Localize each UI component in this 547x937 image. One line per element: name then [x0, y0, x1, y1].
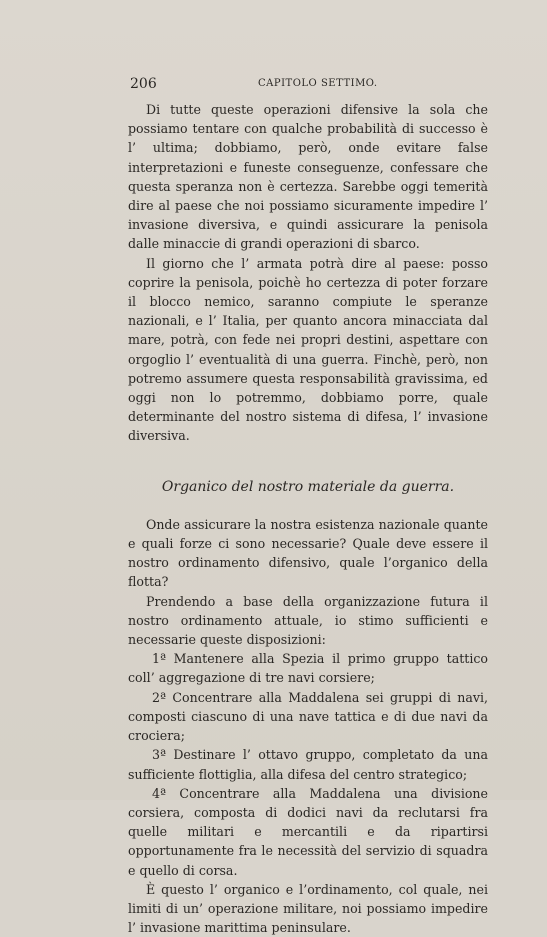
list-item: 3ª Destinare l’ ottavo gruppo, completato da una sufficiente flottiglia, alla difesa del centro strategico;: [128, 747, 488, 782]
paragraph: Prendendo a base della organizzazione futura il nostro ordinamento attuale, io stimo sufficienti e necessarie queste disposizioni:: [128, 593, 488, 648]
paragraph: Onde assicurare la nostra esistenza nazionale quante e quali forze ci sono necessarie? Quale deve essere il nostro ordinamento difensivo, quale l’organico della flotta?: [128, 516, 488, 590]
list-item: 4ª Concentrare alla Maddalena una divisione corsiera, composta di dodici navi da reclutarsi fra quelle militari e mercantili e da ripartirsi opportunamente fra le necessità del servizio di squadra e quello di corsa.: [128, 785, 488, 878]
list-item: 1ª Mantenere alla Spezia il primo gruppo tattico coll’ aggregazione di tre navi corsiere;: [128, 651, 488, 686]
body-text: [128, 100, 488, 937]
paragraph: Il giorno che l’ armata potrà dire al paese: posso coprire la penisola, poichè ho certezza di poter forzare il blocco nemico, saranno compiute le speranze nazionali, e l’ Italia, per quanto ancora minacciata dal mare, potrà, con fede nei propri destini, aspettare con orgoglio l’ eventualità di una guerra. Finchè, però, non potremo assumere questa responsabilità gravissima, ed oggi non lo potremmo, dobbiamo porre, quale determinante del nostro sistema di difesa, l’ invasione diversiva.: [128, 255, 488, 444]
chapter-title: CAPITOLO SETTIMO.: [258, 78, 378, 89]
paragraph: Di tutte queste operazioni difensive la sola che possiamo tentare con qualche probabilità di successo è l’ ultima; dobbiamo, però, onde evitare false interpretazioni e funeste conseguenze, confessare che questa speranza non è certezza. Sarebbe oggi temerità dire al paese che noi possiamo sicuramente impedire l’ invasione diversiva, e quindi assicurare la penisola dalle minaccie di grandi operazioni di sbarco.: [128, 102, 488, 252]
section-title: Organico del nostro materiale da guerra.: [161, 478, 455, 495]
page-number: 206: [130, 76, 157, 92]
closing-paragraph: È questo l’ organico e l’ordinamento, col quale, nei limiti di un’ operazione militare, noi possiamo impedire l’ invasione marittima peninsulare.: [128, 881, 488, 936]
list-item: 2ª Concentrare alla Maddalena sei gruppi di navi, composti ciascuno di una nave tattica e di due navi da crociera;: [128, 689, 488, 744]
